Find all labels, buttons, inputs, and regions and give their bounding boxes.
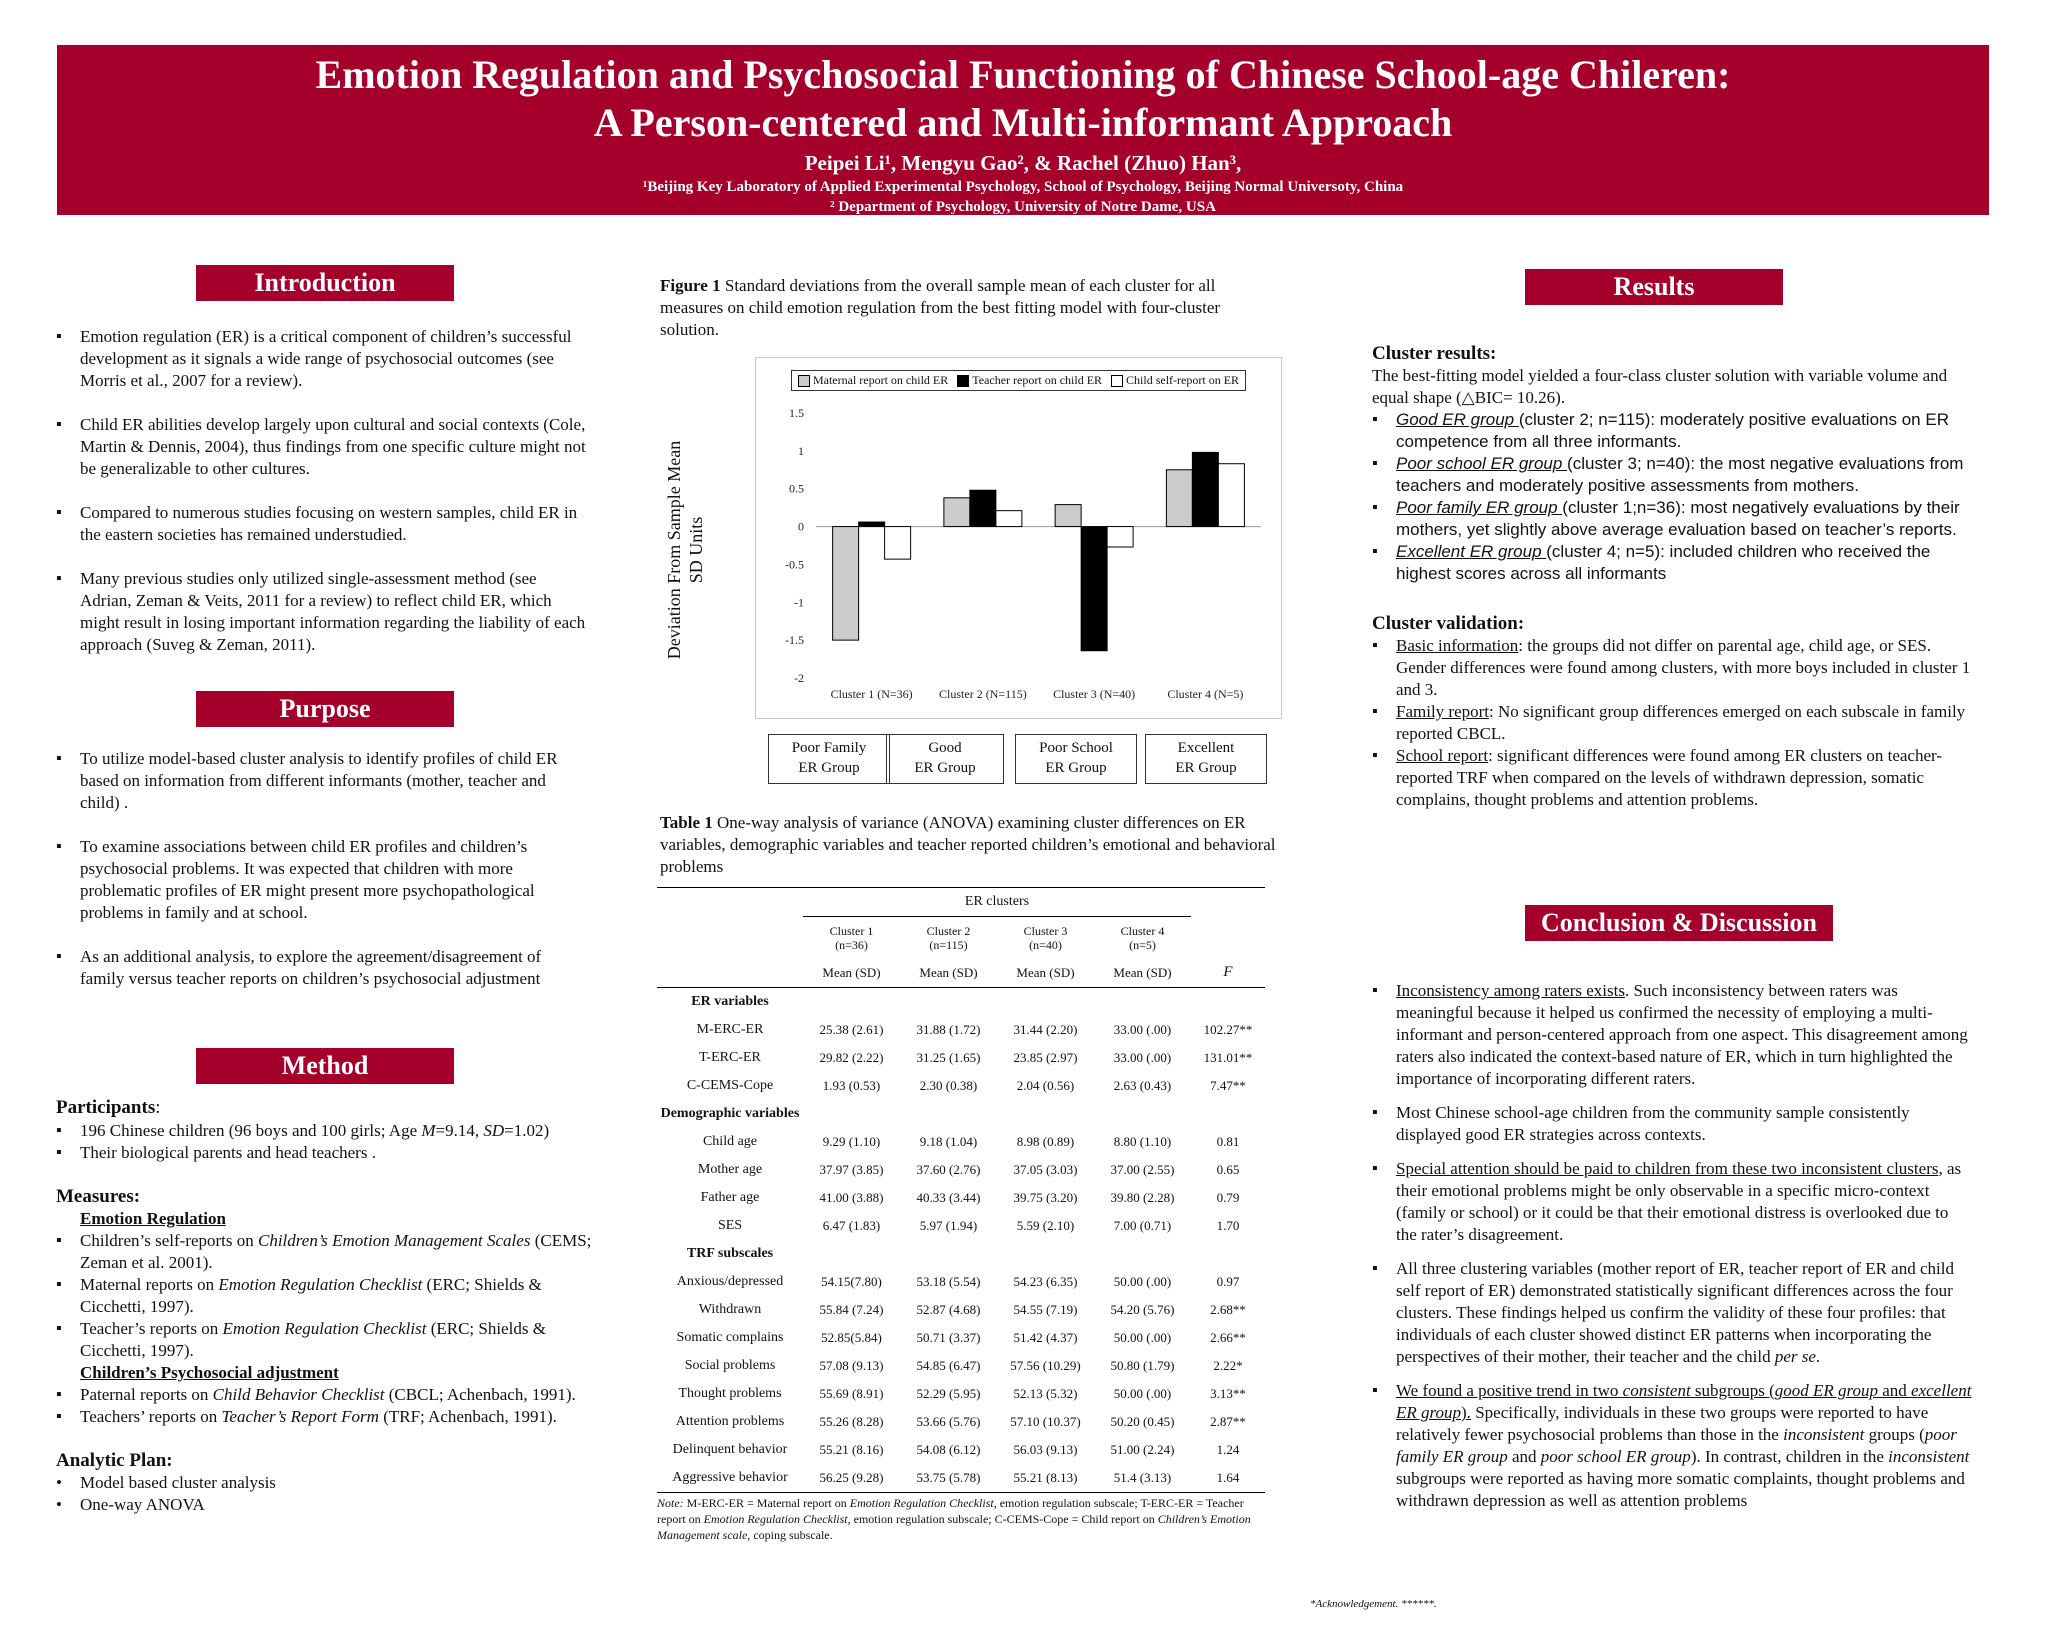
mean-sd-cell: 52.87 (4.68) xyxy=(916,1301,981,1317)
mean-sd-cell: 2.30 (0.38) xyxy=(919,1077,978,1093)
mean-sd-cell: 50.00 (.00) xyxy=(1113,1385,1172,1401)
row-label: Delinquent behavior xyxy=(672,1441,788,1457)
y-tick-label: 1 xyxy=(798,443,804,458)
f-value-cell: 2.22* xyxy=(1213,1357,1243,1373)
validation-item: ▪ Basic information: the groups did not differ on parental age, child age, or SES. Gender differences were found among clusters, with more boys included in cluster 1 and 3. xyxy=(1372,635,1972,701)
figure-caption: Figure 1 Standard deviations from the overall sample mean of each cluster for all measures on child emotion regulation from the best fitting model with four-cluster solution. xyxy=(660,276,1221,339)
table-row xyxy=(657,1436,1265,1464)
row-label: C-CEMS-Cope xyxy=(686,1077,774,1093)
method-heading: Method xyxy=(196,1048,454,1084)
f-header: F xyxy=(1223,964,1233,980)
mean-sd-cell: 8.98 (0.89) xyxy=(1016,1133,1075,1149)
mean-sd-cell: 55.21 (8.13) xyxy=(1013,1469,1078,1485)
mean-sd-cell: 33.00 (.00) xyxy=(1113,1049,1172,1065)
mean-sd-cell: 54.08 (6.12) xyxy=(916,1441,981,1457)
row-label: Aggressive behavior xyxy=(672,1469,788,1485)
mean-sd-cell: 2.63 (0.43) xyxy=(1113,1077,1172,1093)
y-tick-label: 0 xyxy=(798,519,804,534)
purpose-bullet: ▪ As an additional analysis, to explore the agreement/disagreement of family versus teacher reports on children’s psychosocial adjustment xyxy=(56,946,586,990)
mean-sd-cell: 54.15(7.80) xyxy=(821,1273,882,1289)
legend-item-maternal: Maternal report on child ER xyxy=(798,373,948,387)
cluster-header: Cluster 1 (n=36) xyxy=(829,923,874,952)
chart-ylabel: Deviation From Sample Mean SD Units xyxy=(664,440,706,660)
participant-item: ▪ Their biological parents and head teachers . xyxy=(56,1142,596,1164)
row-label: T-ERC-ER xyxy=(699,1049,761,1065)
table-row xyxy=(657,1408,1265,1436)
anova-table xyxy=(657,887,1265,1493)
mean-sd-cell: 9.29 (1.10) xyxy=(822,1133,881,1149)
psy-label: Children’s Psychosocial adjustment xyxy=(80,1363,339,1382)
mean-sd-cell: 54.55 (7.19) xyxy=(1013,1301,1078,1317)
f-value-cell: 0.97 xyxy=(1216,1273,1240,1289)
row-label: Anxious/depressed xyxy=(676,1273,784,1289)
bar xyxy=(1107,527,1133,547)
row-label: Mother age xyxy=(697,1161,763,1177)
table-row xyxy=(657,1268,1265,1296)
intro-bullet: ▪ Compared to numerous studies focusing on western samples, child ER in the eastern societies has remained understudied. xyxy=(56,502,586,546)
participants-list xyxy=(56,1120,596,1164)
table-section-row xyxy=(657,987,1265,1016)
mean-sd-cell: 9.18 (1.04) xyxy=(919,1133,978,1149)
row-label: Attention problems xyxy=(675,1413,785,1429)
mean-sd-cell: 54.23 (6.35) xyxy=(1013,1273,1078,1289)
table-row xyxy=(657,1324,1265,1352)
table-row xyxy=(657,1296,1265,1324)
purpose-bullet: ▪ To utilize model-based cluster analysis to identify profiles of child ER based on information from different informants (mother, teacher and child) . xyxy=(56,748,586,814)
table-row xyxy=(657,1044,1265,1072)
mean-sd-cell: 55.69 (8.91) xyxy=(819,1385,884,1401)
er-clusters-header: ER clusters xyxy=(803,888,1191,917)
f-value-cell: 1.70 xyxy=(1216,1217,1240,1233)
participant-item: ▪ 196 Chinese children (96 boys and 100 girls; Age M=9.14, SD=1.02) xyxy=(56,1120,596,1142)
bar xyxy=(1055,505,1081,527)
table-section-title: ER variables xyxy=(691,993,769,1009)
f-value-cell: 3.13** xyxy=(1210,1385,1246,1401)
y-tick-label: -0.5 xyxy=(785,557,804,572)
stat-header: Mean (SD) xyxy=(822,964,881,980)
introduction-heading: Introduction xyxy=(196,265,454,301)
mean-sd-cell: 50.20 (0.45) xyxy=(1110,1413,1175,1429)
legend-item-child: Child self-report on ER xyxy=(1111,373,1239,387)
mean-sd-cell: 51.42 (4.37) xyxy=(1013,1329,1078,1345)
x-category-label: Cluster 4 (N=5) xyxy=(1167,687,1244,701)
f-value-cell: 0.79 xyxy=(1216,1189,1240,1205)
cluster-item: ▪ Poor school ER group (cluster 3; n=40): the most negative evaluations from teachers and moderately positive assessments from mothers. xyxy=(1372,453,1972,497)
y-tick-label: 0.5 xyxy=(789,481,804,496)
y-tick-label: 1.5 xyxy=(789,406,804,420)
anova-table-wrapper xyxy=(657,887,1265,1543)
row-label: Father age xyxy=(700,1189,760,1205)
conclusion-list xyxy=(1372,980,1972,1512)
conclusion-item: ▪ Special attention should be paid to children from these two inconsistent clusters, as their emotional problems might be only observable in a specific micro-context (family or school) or it could be that their emotional distress is overlooked due to the rater’s disagreement. xyxy=(1372,1158,1972,1246)
validation-item: ▪ School report: significant differences were found among ER clusters on teacher-reported TRF when compared on the levels of withdrawn depression, somatic complains, thought problems and attention problems. xyxy=(1372,745,1972,811)
cluster-header: Cluster 4 (n=5) xyxy=(1120,923,1165,952)
bar xyxy=(970,490,996,526)
purpose-list xyxy=(56,748,586,990)
poster-header xyxy=(57,45,1989,215)
bar xyxy=(1081,527,1107,651)
mean-sd-cell: 40.33 (3.44) xyxy=(916,1189,981,1205)
cluster-list xyxy=(1372,409,1972,585)
purpose-bullet: ▪ To examine associations between child ER profiles and children’s psychosocial problems. It was expected that children with more problematic profiles of ER might present more psychopathological problems in family and at school. xyxy=(56,836,586,924)
mean-sd-cell: 56.03 (9.13) xyxy=(1013,1441,1078,1457)
bar xyxy=(1192,452,1218,526)
analytic-item: • Model based cluster analysis xyxy=(56,1472,596,1494)
y-tick-label: -1 xyxy=(794,595,804,610)
table-row xyxy=(657,1128,1265,1156)
er-label: Emotion Regulation xyxy=(80,1209,226,1228)
x-category-label: Cluster 2 (N=115) xyxy=(939,687,1027,701)
mean-sd-cell: 54.85 (6.47) xyxy=(916,1357,981,1373)
mean-sd-cell: 6.47 (1.83) xyxy=(822,1217,881,1233)
mean-sd-cell: 52.13 (5.32) xyxy=(1013,1385,1078,1401)
table-row xyxy=(657,1380,1265,1408)
cluster-results-text: The best-fitting model yielded a four-class cluster solution with variable volume and equal shape (△BIC= 10.26). xyxy=(1372,366,1948,407)
er-measure-item: ▪ Children’s self-reports on Children’s Emotion Management Scales (CEMS; Zeman et al. 2001). xyxy=(56,1230,596,1274)
mean-sd-cell: 5.97 (1.94) xyxy=(919,1217,978,1233)
results-heading: Results xyxy=(1525,269,1783,305)
group-label-poor-school: Poor School ER Group xyxy=(1015,734,1137,784)
bar xyxy=(833,527,859,641)
mean-sd-cell: 50.80 (1.79) xyxy=(1110,1357,1175,1373)
table-row xyxy=(657,1352,1265,1380)
mean-sd-cell: 51.00 (2.24) xyxy=(1110,1441,1175,1457)
group-label-good: Good ER Group xyxy=(886,734,1004,784)
x-category-label: Cluster 1 (N=36) xyxy=(830,687,913,701)
mean-sd-cell: 57.08 (9.13) xyxy=(819,1357,884,1373)
table-row xyxy=(657,1156,1265,1184)
mean-sd-cell: 55.21 (8.16) xyxy=(819,1441,884,1457)
measures-label: Measures: xyxy=(56,1186,141,1207)
er-measure-item: ▪ Teacher’s reports on Emotion Regulation Checklist (ERC; Shields & Cicchetti, 1997). xyxy=(56,1318,596,1362)
f-value-cell: 0.81 xyxy=(1216,1133,1240,1149)
bar xyxy=(1218,464,1244,527)
mean-sd-cell: 33.00 (.00) xyxy=(1113,1021,1172,1037)
row-label: Thought problems xyxy=(678,1385,782,1401)
psy-measures-list xyxy=(56,1384,596,1428)
bar xyxy=(885,527,911,560)
table-row xyxy=(657,1184,1265,1212)
mean-sd-cell: 31.44 (2.20) xyxy=(1013,1021,1078,1037)
affiliation-1: ¹Beijing Key Laboratory of Applied Experimental Psychology, School of Psychology, Beijing Normal Universoty, China xyxy=(642,179,1404,195)
introduction-list xyxy=(56,326,586,656)
mean-sd-cell: 50.71 (3.37) xyxy=(916,1329,981,1345)
acknowledgement: *Acknowledgement. ******. xyxy=(1310,1598,1437,1610)
poster-title-line1: Emotion Regulation and Psychosocial Functioning of Chinese School-age Chileren: xyxy=(315,52,1731,97)
row-label: SES xyxy=(717,1217,743,1233)
mean-sd-cell: 50.00 (.00) xyxy=(1113,1329,1172,1345)
f-value-cell: 7.47** xyxy=(1210,1077,1246,1093)
mean-sd-cell: 56.25 (9.28) xyxy=(819,1469,884,1485)
f-value-cell: 0.65 xyxy=(1216,1161,1240,1177)
table-row xyxy=(657,1016,1265,1044)
row-label: M-ERC-ER xyxy=(696,1021,764,1037)
stat-header: Mean (SD) xyxy=(1016,964,1075,980)
mean-sd-cell: 25.38 (2.61) xyxy=(819,1021,884,1037)
table-note: Note: M-ERC-ER = Maternal report on Emotion Regulation Checklist, emotion regulation subscale; T-ERC-ER = Teacher report on Emotion Regulation Checklist, emotion regulation subscale; C-CEMS-Cope = Child report on Children’s Emotion Management scale, coping subscale. xyxy=(657,1495,1251,1542)
table-row xyxy=(657,1212,1265,1240)
bar xyxy=(859,522,885,527)
table-section-row xyxy=(657,1100,1265,1128)
x-category-label: Cluster 3 (N=40) xyxy=(1053,687,1136,701)
intro-bullet: ▪ Many previous studies only utilized single-assessment method (see Adrian, Zeman & Veits, 2011 for a review) to reflect child ER, which might result in losing important information regarding the liability of each approach (Suveg & Zeman, 2011). xyxy=(56,568,586,656)
mean-sd-cell: 57.56 (10.29) xyxy=(1010,1357,1081,1373)
mean-sd-cell: 31.25 (1.65) xyxy=(916,1049,981,1065)
table-section-row xyxy=(657,1240,1265,1268)
mean-sd-cell: 53.18 (5.54) xyxy=(916,1273,981,1289)
mean-sd-cell: 55.84 (7.24) xyxy=(819,1301,884,1317)
validation-list xyxy=(1372,635,1972,811)
table-section-title: TRF subscales xyxy=(686,1245,774,1261)
group-label-poor-family: Poor Family ER Group xyxy=(768,734,890,784)
conclusion-item: ▪ All three clustering variables (mother report of ER, teacher report of ER and child self report of ER) demonstrated statistically significant differences across the four clusters. These findings helped us confirm the validity of these four profiles: that individuals of each cluster showed distinct ER patterns when incorporating the perspectives of their mother, their teacher and the child per se. xyxy=(1372,1258,1972,1368)
bar xyxy=(996,511,1022,527)
poster-title-line2: A Person-centered and Multi-informant Approach xyxy=(593,100,1453,145)
mean-sd-cell: 37.97 (3.85) xyxy=(819,1161,884,1177)
mean-sd-cell: 54.20 (5.76) xyxy=(1110,1301,1175,1317)
conclusion-item: ▪ Inconsistency among raters exists. Such inconsistency between raters was meaningful because it helped us confirmed the necessity of employing a multi-informant and person-centered approach from one aspect. This disagreement among raters also indicated the context-based nature of ER, which in turn highlighted the importance of incorporating different raters. xyxy=(1372,980,1972,1090)
cluster-results-label: Cluster results: xyxy=(1372,343,1497,364)
table-caption: Table 1 One-way analysis of variance (ANOVA) examining cluster differences on ER variables, demographic variables and teacher reported children’s emotional and behavioral problems xyxy=(660,813,1276,876)
analytic-plan-label: Analytic Plan: xyxy=(56,1450,173,1471)
mean-sd-cell: 50.00 (.00) xyxy=(1113,1273,1172,1289)
mean-sd-cell: 53.75 (5.78) xyxy=(916,1469,981,1485)
mean-sd-cell: 57.10 (10.37) xyxy=(1010,1413,1081,1429)
bar xyxy=(944,498,970,527)
f-value-cell: 1.64 xyxy=(1216,1469,1240,1485)
cluster-header: Cluster 2 (n=115) xyxy=(926,923,971,952)
mean-sd-cell: 31.88 (1.72) xyxy=(916,1021,981,1037)
row-label: Child age xyxy=(702,1133,758,1149)
er-measures-list xyxy=(56,1230,596,1362)
cluster-item: ▪ Excellent ER group (cluster 4; n=5): included children who received the highest scores across all informants xyxy=(1372,541,1972,585)
conclusion-heading: Conclusion & Discussion xyxy=(1525,905,1833,941)
mean-sd-cell: 29.82 (2.22) xyxy=(819,1049,884,1065)
table-section-title: Demographic variables xyxy=(660,1105,800,1121)
affiliation-2: ² Department of Psychology, University of Notre Dame, USA xyxy=(830,199,1216,215)
psy-measure-item: ▪ Teachers’ reports on Teacher’s Report Form (TRF; Achenbach, 1991). xyxy=(56,1406,596,1428)
f-value-cell: 1.24 xyxy=(1216,1441,1240,1457)
mean-sd-cell: 41.00 (3.88) xyxy=(819,1189,884,1205)
table-row xyxy=(657,1072,1265,1100)
conclusion-item: ▪ We found a positive trend in two consistent subgroups (good ER group and excellent ER group). Specifically, individuals in these two groups were reported to have relatively fewer psychosocial problems than those in the inconsistent groups (poor family ER group and poor school ER group). In contrast, children in the inconsistent subgroups were reported as having more somatic complaints, thought problems and withdrawn depression as well as attention problems xyxy=(1372,1380,1972,1512)
cluster-item: ▪ Poor family ER group (cluster 1;n=36): most negatively evaluations by their mothers, yet slightly above average evaluation based on teacher’s reports. xyxy=(1372,497,1972,541)
intro-bullet: ▪ Emotion regulation (ER) is a critical component of children’s successful development as it signals a wide range of psychosocial outcomes (see Morris et al., 2007 for a review). xyxy=(56,326,586,392)
conclusion-item: ▪ Most Chinese school-age children from the community sample consistently displayed good ER strategies across contexts. xyxy=(1372,1102,1972,1146)
mean-sd-cell: 8.80 (1.10) xyxy=(1113,1133,1172,1149)
mean-sd-cell: 1.93 (0.53) xyxy=(822,1077,881,1093)
cluster-item: ▪ Good ER group (cluster 2; n=115): moderately positive evaluations on ER competence from all three informants. xyxy=(1372,409,1972,453)
mean-sd-cell: 37.05 (3.03) xyxy=(1013,1161,1078,1177)
er-measure-item: ▪ Maternal reports on Emotion Regulation Checklist (ERC; Shields & Cicchetti, 1997). xyxy=(56,1274,596,1318)
y-tick-label: -1.5 xyxy=(785,633,804,648)
psy-measure-item: ▪ Paternal reports on Child Behavior Checklist (CBCL; Achenbach, 1991). xyxy=(56,1384,596,1406)
stat-header: Mean (SD) xyxy=(919,964,978,980)
row-label: Somatic complains xyxy=(676,1329,784,1345)
mean-sd-cell: 2.04 (0.56) xyxy=(1016,1077,1075,1093)
cluster-validation-label: Cluster validation: xyxy=(1372,613,1525,634)
bar-chart xyxy=(756,358,1281,718)
bar xyxy=(1166,470,1192,527)
validation-item: ▪ Family report: No significant group differences emerged on each subscale in family reported CBCL. xyxy=(1372,701,1972,745)
mean-sd-cell: 37.00 (2.55) xyxy=(1110,1161,1175,1177)
legend-item-teacher: Teacher report on child ER xyxy=(957,373,1102,387)
mean-sd-cell: 52.85(5.84) xyxy=(821,1329,882,1345)
table-row xyxy=(657,1464,1265,1493)
row-label: Social problems xyxy=(684,1357,776,1373)
mean-sd-cell: 7.00 (0.71) xyxy=(1113,1217,1172,1233)
chart-frame xyxy=(755,357,1282,719)
group-label-excellent: Excellent ER Group xyxy=(1145,734,1267,784)
purpose-heading: Purpose xyxy=(196,691,454,727)
row-label: Withdrawn xyxy=(698,1301,762,1317)
mean-sd-cell: 39.80 (2.28) xyxy=(1110,1189,1175,1205)
y-tick-label: -2 xyxy=(794,671,804,685)
f-value-cell: 2.87** xyxy=(1210,1413,1246,1429)
cluster-header: Cluster 3 (n=40) xyxy=(1023,923,1068,952)
f-value-cell: 131.01** xyxy=(1203,1049,1253,1065)
mean-sd-cell: 55.26 (8.28) xyxy=(819,1413,884,1429)
mean-sd-cell: 39.75 (3.20) xyxy=(1013,1189,1078,1205)
mean-sd-cell: 5.59 (2.10) xyxy=(1016,1217,1075,1233)
analytic-item: • One-way ANOVA xyxy=(56,1494,596,1516)
mean-sd-cell: 23.85 (2.97) xyxy=(1013,1049,1078,1065)
authors: Peipei Li¹, Mengyu Gao², & Rachel (Zhuo) Han³, xyxy=(804,151,1242,175)
participants-label: Participants xyxy=(56,1097,156,1118)
mean-sd-cell: 53.66 (5.76) xyxy=(916,1413,981,1429)
results-body xyxy=(1372,343,1972,811)
f-value-cell: 2.68** xyxy=(1210,1301,1246,1317)
mean-sd-cell: 37.60 (2.76) xyxy=(916,1161,981,1177)
mean-sd-cell: 52.29 (5.95) xyxy=(916,1385,981,1401)
method-body: Participants: ▪ 196 Chinese children (96 boys and 100 girls; Age M=9.14, SD=1.02) ▪ Their biological parents and head teachers . Measures: Emotion Regulation ▪ Children’s self-reports on Children’s Emotion Management Scales (CEMS; Zeman et al. 2001). ▪ Maternal reports on Emotion Regulation Checklist (ERC; Shields & Cicchetti, 1997). ▪ Teacher’s reports on Emotion Regulation Checklist (ERC; Shields & Cicchetti, 1997). Children’s Psychosocial adjustment ▪ Paternal reports on Child Behavior Checklist (CBCL; Achenbach, 1991). ▪ Teachers’ reports on Teacher’s Report Form (TRF; Achenbach, 1991). Analytic Plan: • Model based cluster analysis • One-way ANOVA xyxy=(56,1096,596,1516)
f-value-cell: 102.27** xyxy=(1203,1021,1253,1037)
f-value-cell: 2.66** xyxy=(1210,1329,1246,1345)
intro-bullet: ▪ Child ER abilities develop largely upon cultural and social contexts (Cole, Martin & Dennis, 2004), thus findings from one specific culture might not be generalizable to other cultures. xyxy=(56,414,586,480)
stat-header: Mean (SD) xyxy=(1113,964,1172,980)
analytic-plan-list xyxy=(56,1472,596,1516)
mean-sd-cell: 51.4 (3.13) xyxy=(1113,1469,1172,1485)
